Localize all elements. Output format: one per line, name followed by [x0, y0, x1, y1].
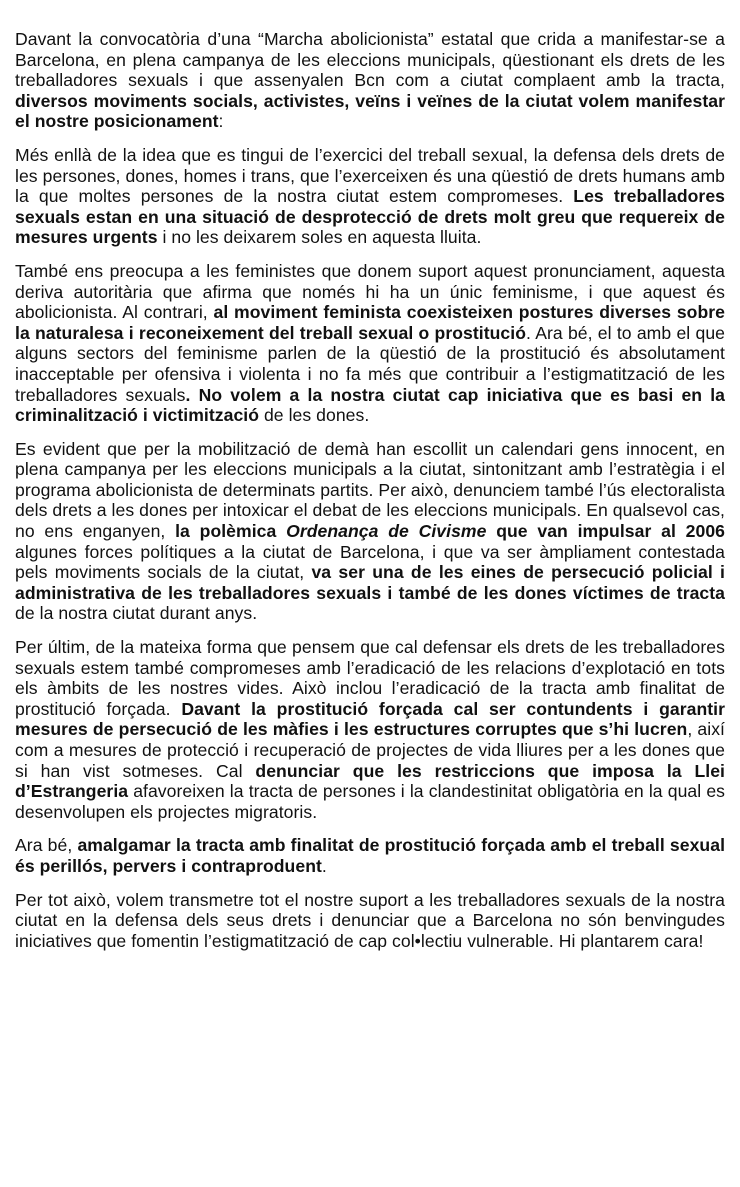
bold-text: que van impulsar al 2006: [486, 521, 725, 542]
body-text: i no les deixarem soles en aquesta lluita.: [157, 227, 482, 248]
body-text: . Ara bé, el to amb el que alguns sectors del feminisme parlen de la qüestió de la prostitució és absolutament inacceptable per ofensiva i violenta i no fa més que contribuir a l’estigmatització de les treballadores sexuals: [15, 322, 725, 405]
paragraph: [15, 29, 725, 132]
paragraph: [15, 439, 725, 624]
paragraph: [15, 637, 725, 822]
statement-document: [15, 29, 725, 964]
body-text: Davant la convocatòria d’una “Marcha abolicionista” estatal que crida a manifestar-se a Barcelona, en plena campanya de les eleccions municipals, qüestionant els drets de les treballadores sexuals i que assenyalen Bcn com a ciutat complaent amb la tracta,: [15, 29, 725, 91]
paragraph: [15, 835, 725, 876]
bold-text: . No volem a la nostra ciutat cap iniciativa que es basi en la criminalització i victimització: [15, 384, 725, 426]
bold-text: diversos moviments socials, activistes, veïns i veïnes de la ciutat volem manifestar el nostre posicionament: [15, 90, 725, 132]
bold-text: Davant la prostitució forçada cal ser contundents i garantir mesures de persecució de les màfies i les estructures corruptes que s’hi lucren: [15, 698, 725, 740]
bold-text: denunciar que les restriccions que imposa la Llei d’Estrangeria: [15, 760, 725, 802]
paragraph: [15, 890, 725, 952]
bold-text: va ser una de les eines de persecució policial i administrativa de les treballadores sexuals i també de les dones víctimes de tracta: [15, 562, 725, 603]
body-text: de la nostra ciutat durant anys.: [15, 603, 258, 624]
bold-text: [286, 521, 486, 541]
body-text: , així com a mesures de protecció i recuperació de projectes de vida lliures per a les dones que si han vist sotmeses. Cal: [15, 719, 725, 781]
bold-text: al moviment feminista coexisteixen postures diverses sobre la naturalesa i reconeixement del treball sexual o prostitució: [15, 302, 725, 343]
body-text: :: [218, 111, 224, 132]
body-text: També ens preocupa a les feministes que donem suport aquest pronunciament, aquesta deriva autoritària que afirma que només hi ha un únic feminisme, i que aquest és abolicionista. Al contrari,: [15, 260, 725, 323]
body-text: de les dones.: [259, 405, 370, 426]
body-text: Per últim, de la mateixa forma que pensem que cal defensar els drets de les treballadores sexuals estem també compromeses amb l’eradicació de les relacions d’explotació en tots els àmbits de les nostres vides. Això inclou l’eradicació de la tracta amb finalitat de prostitució forçada.: [15, 637, 725, 719]
body-text: afavoreixen la tracta de persones i la clandestinitat obligatòria en la qual es desenvolupen els projectes migratoris.: [15, 781, 725, 822]
bold-text: la polèmica: [175, 521, 287, 542]
paragraph: [15, 261, 725, 426]
body-text: Ara bé,: [15, 835, 78, 856]
body-text: Es evident que per la mobilització de demà han escollit un calendari gens innocent, en plena campanya per les eleccions municipals a la ciutat, sintonitzant amb l’estratègia i el programa abolicionista de determinats partits. Per això, denunciem també l’ús electoralista dels drets a les dones per intoxicar el debat de les eleccions municipals. En qualsevol cas, no ens enganyen,: [15, 438, 725, 542]
bold-text: amalgamar la tracta amb finalitat de prostitució forçada amb el treball sexual és perillós, pervers i contraproduent: [15, 835, 726, 876]
emphasis-text: Ordenança de Civisme: [286, 521, 487, 542]
paragraph: [15, 145, 725, 248]
body-text: algunes forces polítiques a la ciutat de Barcelona, i que va ser àmpliament contestada pels moviments socials de la ciutat,: [15, 541, 725, 583]
body-text: Més enllà de la idea que es tingui de l’exercici del treball sexual, la defensa dels drets de les persones, dones, homes i trans, que l’exerceixen és una qüestió de drets humans amb la que moltes persones de la nostra ciutat estem compromeses.: [15, 144, 725, 207]
body-text: Per tot això, volem transmetre tot el nostre suport a les treballadores sexuals de la nostra ciutat en la defensa dels seus drets i denunciar que a Barcelona no són benvingudes iniciatives que fomentin l’estigmatització de cap col•lectiu vulnerable. Hi plantarem cara!: [15, 889, 725, 951]
bold-text: Les treballadores sexuals estan en una situació de desprotecció de drets molt greu que requereix de mesures urgents: [15, 186, 725, 248]
body-text: .: [321, 855, 327, 876]
